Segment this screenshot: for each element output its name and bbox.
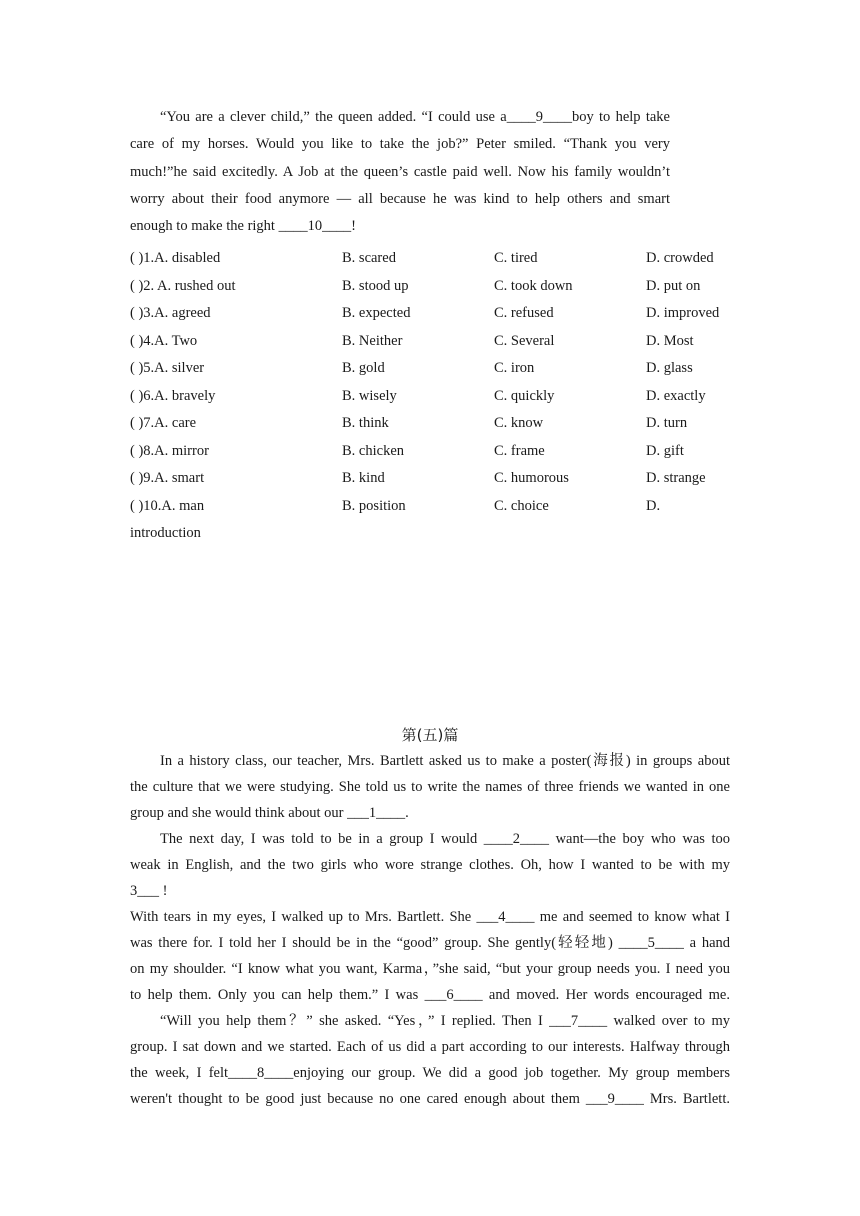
passage-line: the week, I felt____8____enjoying our group. We did a good job together. My group members (130, 1065, 730, 1081)
option-c: C. know (494, 415, 544, 431)
passage-line: group. I sat down and we started. Each of us did a part according to our interests. Halfway through (130, 1039, 730, 1055)
option-b: B. wisely (342, 387, 397, 404)
passage-line: “You are a clever child,” the queen added. “I could use a____9____boy to help take (160, 109, 670, 125)
passage-4-text (130, 104, 670, 240)
question-number: ( )10.A. man (130, 497, 205, 514)
question-number: ( )8.A. mirror (130, 442, 209, 459)
option-c: C. iron (494, 360, 535, 376)
passage-line: to help them. Only you can help them.” I was ___6____ and moved. Her words encouraged me. (130, 987, 730, 1003)
option-row (130, 278, 730, 305)
option-row (130, 443, 730, 470)
option-b: B. gold (342, 360, 385, 376)
option-row (130, 415, 730, 442)
option-d: D. strange (646, 470, 706, 486)
option-b: B. position (342, 497, 406, 514)
passage-line: enough to make the right ____10____! (130, 218, 356, 235)
option-b: B. kind (342, 470, 385, 486)
option-c: C. frame (494, 442, 545, 459)
question-number: ( )9.A. smart (130, 470, 205, 486)
option-c: C. Several (494, 332, 555, 349)
passage-line: much!”he said excitedly. A Job at the queen’s castle paid well. Now his family wouldn’t (130, 163, 670, 180)
passage-line: worry about their food anymore — all because he was kind to help others and smart (130, 190, 670, 207)
option-d: D. improved (646, 305, 720, 321)
passage-line: The next day, I was told to be in a group I would ____2____ want—the boy who was too (160, 831, 730, 847)
option-d: D. (646, 497, 661, 514)
option-b: B. Neither (342, 332, 403, 349)
option-c: C. humorous (494, 470, 569, 486)
option-c: C. choice (494, 497, 549, 514)
option-row (130, 250, 730, 277)
option-d-wrapped-text: introduction (130, 525, 201, 541)
question-number: ( )5.A. silver (130, 360, 205, 376)
question-number: ( )7.A. care (130, 415, 197, 431)
passage-line: the culture that we were studying. She told us to write the names of three friends we wanted in one (130, 779, 730, 795)
option-d: D. put on (646, 277, 701, 294)
question-number: ( )2. A. rushed out (130, 277, 236, 294)
passage-line: With tears in my eyes, I walked up to Mrs. Bartlett. She ___4____ me and seemed to know what I (130, 909, 730, 925)
passage-line: care of my horses. Would you like to take the job?” Peter smiled. “Thank you very (130, 136, 670, 153)
option-d: D. exactly (646, 387, 706, 404)
passage-5-text (130, 748, 730, 1112)
passage-line: group and she would think about our ___1____. (130, 805, 409, 821)
option-c: C. took down (494, 277, 573, 294)
question-number: ( )6.A. bravely (130, 387, 216, 404)
passage-line: 3___ ! (130, 883, 168, 899)
option-row (130, 470, 730, 497)
option-c: C. tired (494, 250, 538, 266)
option-row (130, 360, 730, 387)
option-d: D. gift (646, 442, 684, 459)
option-d: D. turn (646, 415, 688, 431)
passage-line: “Will you help them？” she asked. “Yes，” I replied. Then I ___7____ walked over to my (160, 1013, 730, 1029)
passage-line: In a history class, our teacher, Mrs. Bartlett asked us to make a poster(海报) in groups about (160, 753, 730, 769)
option-c: C. refused (494, 305, 554, 321)
option-d: D. crowded (646, 250, 714, 266)
option-b: B. scared (342, 250, 396, 266)
passage-line: weren't thought to be good just because no one cared enough about them ___9____ Mrs. Bartlett. (130, 1091, 730, 1107)
option-row (130, 305, 730, 332)
option-d: D. Most (646, 332, 694, 349)
question-number: ( )3.A. agreed (130, 305, 211, 321)
passage-line: was there for. I told her I should be in the “good” group. She gently(轻轻地) ____5____ a hand (130, 935, 730, 951)
option-b: B. think (342, 415, 389, 431)
passage-line: on my shoulder. “I know what you want, Karma，”she said, “but your group needs you. I need you (130, 961, 730, 977)
option-b: B. stood up (342, 277, 409, 294)
passage-line: weak in English, and the two girls who wore strange clothes. Oh, how I wanted to be with my (130, 857, 730, 873)
option-b: B. expected (342, 305, 411, 321)
option-d: D. glass (646, 360, 693, 376)
section-title: 第(五)篇 (401, 726, 459, 744)
question-number: ( )1.A. disabled (130, 250, 221, 266)
option-row (130, 388, 730, 415)
option-c: C. quickly (494, 387, 555, 404)
option-row (130, 498, 730, 525)
option-b: B. chicken (342, 442, 405, 459)
option-row-wrap (130, 525, 730, 552)
option-row (130, 333, 730, 360)
question-number: ( )4.A. Two (130, 332, 198, 349)
